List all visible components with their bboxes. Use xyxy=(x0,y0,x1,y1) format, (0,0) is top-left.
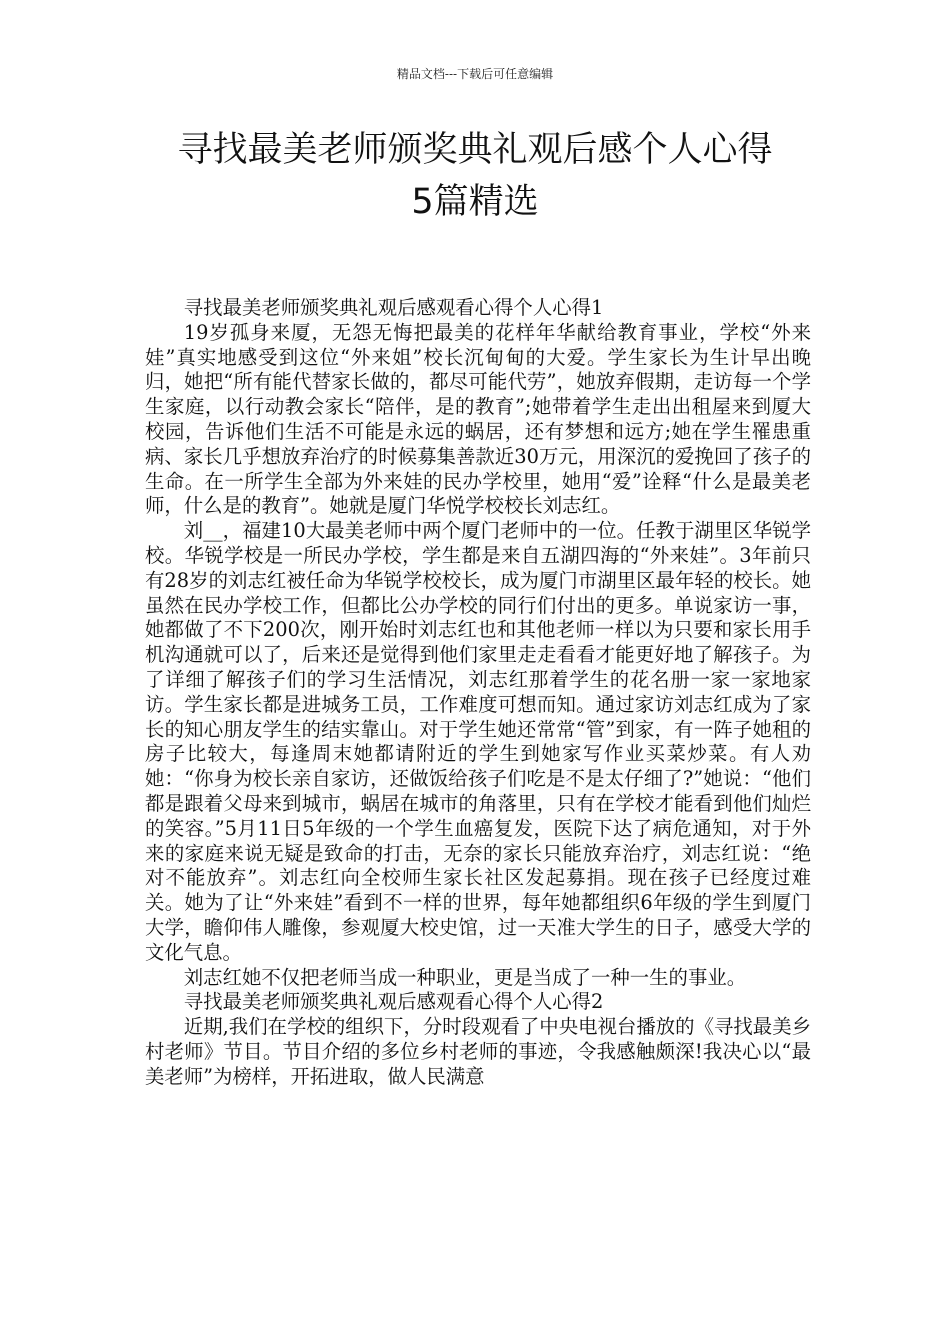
body-paragraph-3: 刘志红她不仅把老师当成一种职业，更是当成了一种一生的事业。 xyxy=(183,965,747,989)
body-paragraph-4: 近期,我们在学校的组织下，分时段观看了中央电视台播放的《寻找最美乡村老师》节目。节目介绍的多位乡村老师的事迹，令我感触颇深!我决心以“最美老师”为榜样，开拓进取，做人民满意 xyxy=(145,1015,811,1088)
document-body xyxy=(145,296,811,1090)
section-heading-2: 寻找最美老师颁奖典礼观后感观看心得个人心得2 xyxy=(183,990,604,1014)
document-title xyxy=(100,124,850,228)
body-paragraph-1: 19岁孤身来厦，无怨无悔把最美的花样年华献给教育事业，学校“外来娃”真实地感受到这位“外来姐”校长沉甸甸的大爱。学生家长为生计早出晚归，她把“所有能代替家长做的，都尽可能代劳”，她放弃假期，走访每一个学生家庭，以行动教会家长“陪伴，是的教育”;她带着学生走出出租屋来到厦大校园，告诉他们生活不可能是永远的蜗居，还有梦想和远方;她在学生罹患重病、家长几乎想放弃治疗的时候募集善款近30万元，用深沉的爱挽回了孩子的生命。在一所学生全部为外来娃的民办学校里，她用“爱”诠释“什么是最美老师，什么是的教育”。她就是厦门华悦学校校长刘志红。 xyxy=(145,320,811,518)
body-paragraph-2: 刘__，福建10大最美老师中两个厦门老师中的一位。任教于湖里区华锐学校。华锐学校是一所民办学校，学生都是来自五湖四海的“外来娃”。3年前只有28岁的刘志红被任命为华锐学校校长，成为厦门市湖里区最年轻的校长。她虽然在民办学校工作，但都比公办学校的同行们付出的更多。单说家访一事，她都做了不下200次，刚开始时刘志红也和其他老师一样以为只要和家长用手机沟通就可以了，后来还是觉得到他们家里走走看看才能更好地了解孩子。为了详细了解孩子们的学习生活情况，刘志红那着学生的花名册一家一家地家访。学生家长都是进城务工员，工作难度可想而知。通过家访刘志红成为了家长的知心朋友学生的结实靠山。对于学生她还常常“管”到家，有一阵子她租的房子比较大，每逢周末她都请附近的学生到她家写作业买菜炒菜。有人劝她：“你身为校长亲自家访，还做饭给孩子们吃是不是太仔细了?”她说：“他们都是跟着父母来到城市，蜗居在城市的角落里，只有在学校才能看到他们灿烂的笑容。”5月11日5年级的一个学生血癌复发，医院下达了病危通知，对于外来的家庭来说无疑是致命的打击，无奈的家长只能放弃治疗，刘志红说：“绝对不能放弃”。刘志红向全校师生家长社区发起募捐。现在孩子已经度过难关。她为了让“外来娃”看到不一样的世界，每年她都组织6年级的学生到厦门大学，瞻仰伟人雕像，参观厦大校史馆，过一天准大学生的日子，感受大学的文化气息。 xyxy=(145,519,811,964)
header-note: 精品文档---下载后可任意编辑 xyxy=(396,67,554,81)
document-title-line-2: 5篇精选 xyxy=(411,182,539,222)
section-heading-1: 寻找最美老师颁奖典礼观后感观看心得个人心得1 xyxy=(183,296,604,319)
document-title-line-1: 寻找最美老师颁奖典礼观后感个人心得 xyxy=(177,130,773,170)
